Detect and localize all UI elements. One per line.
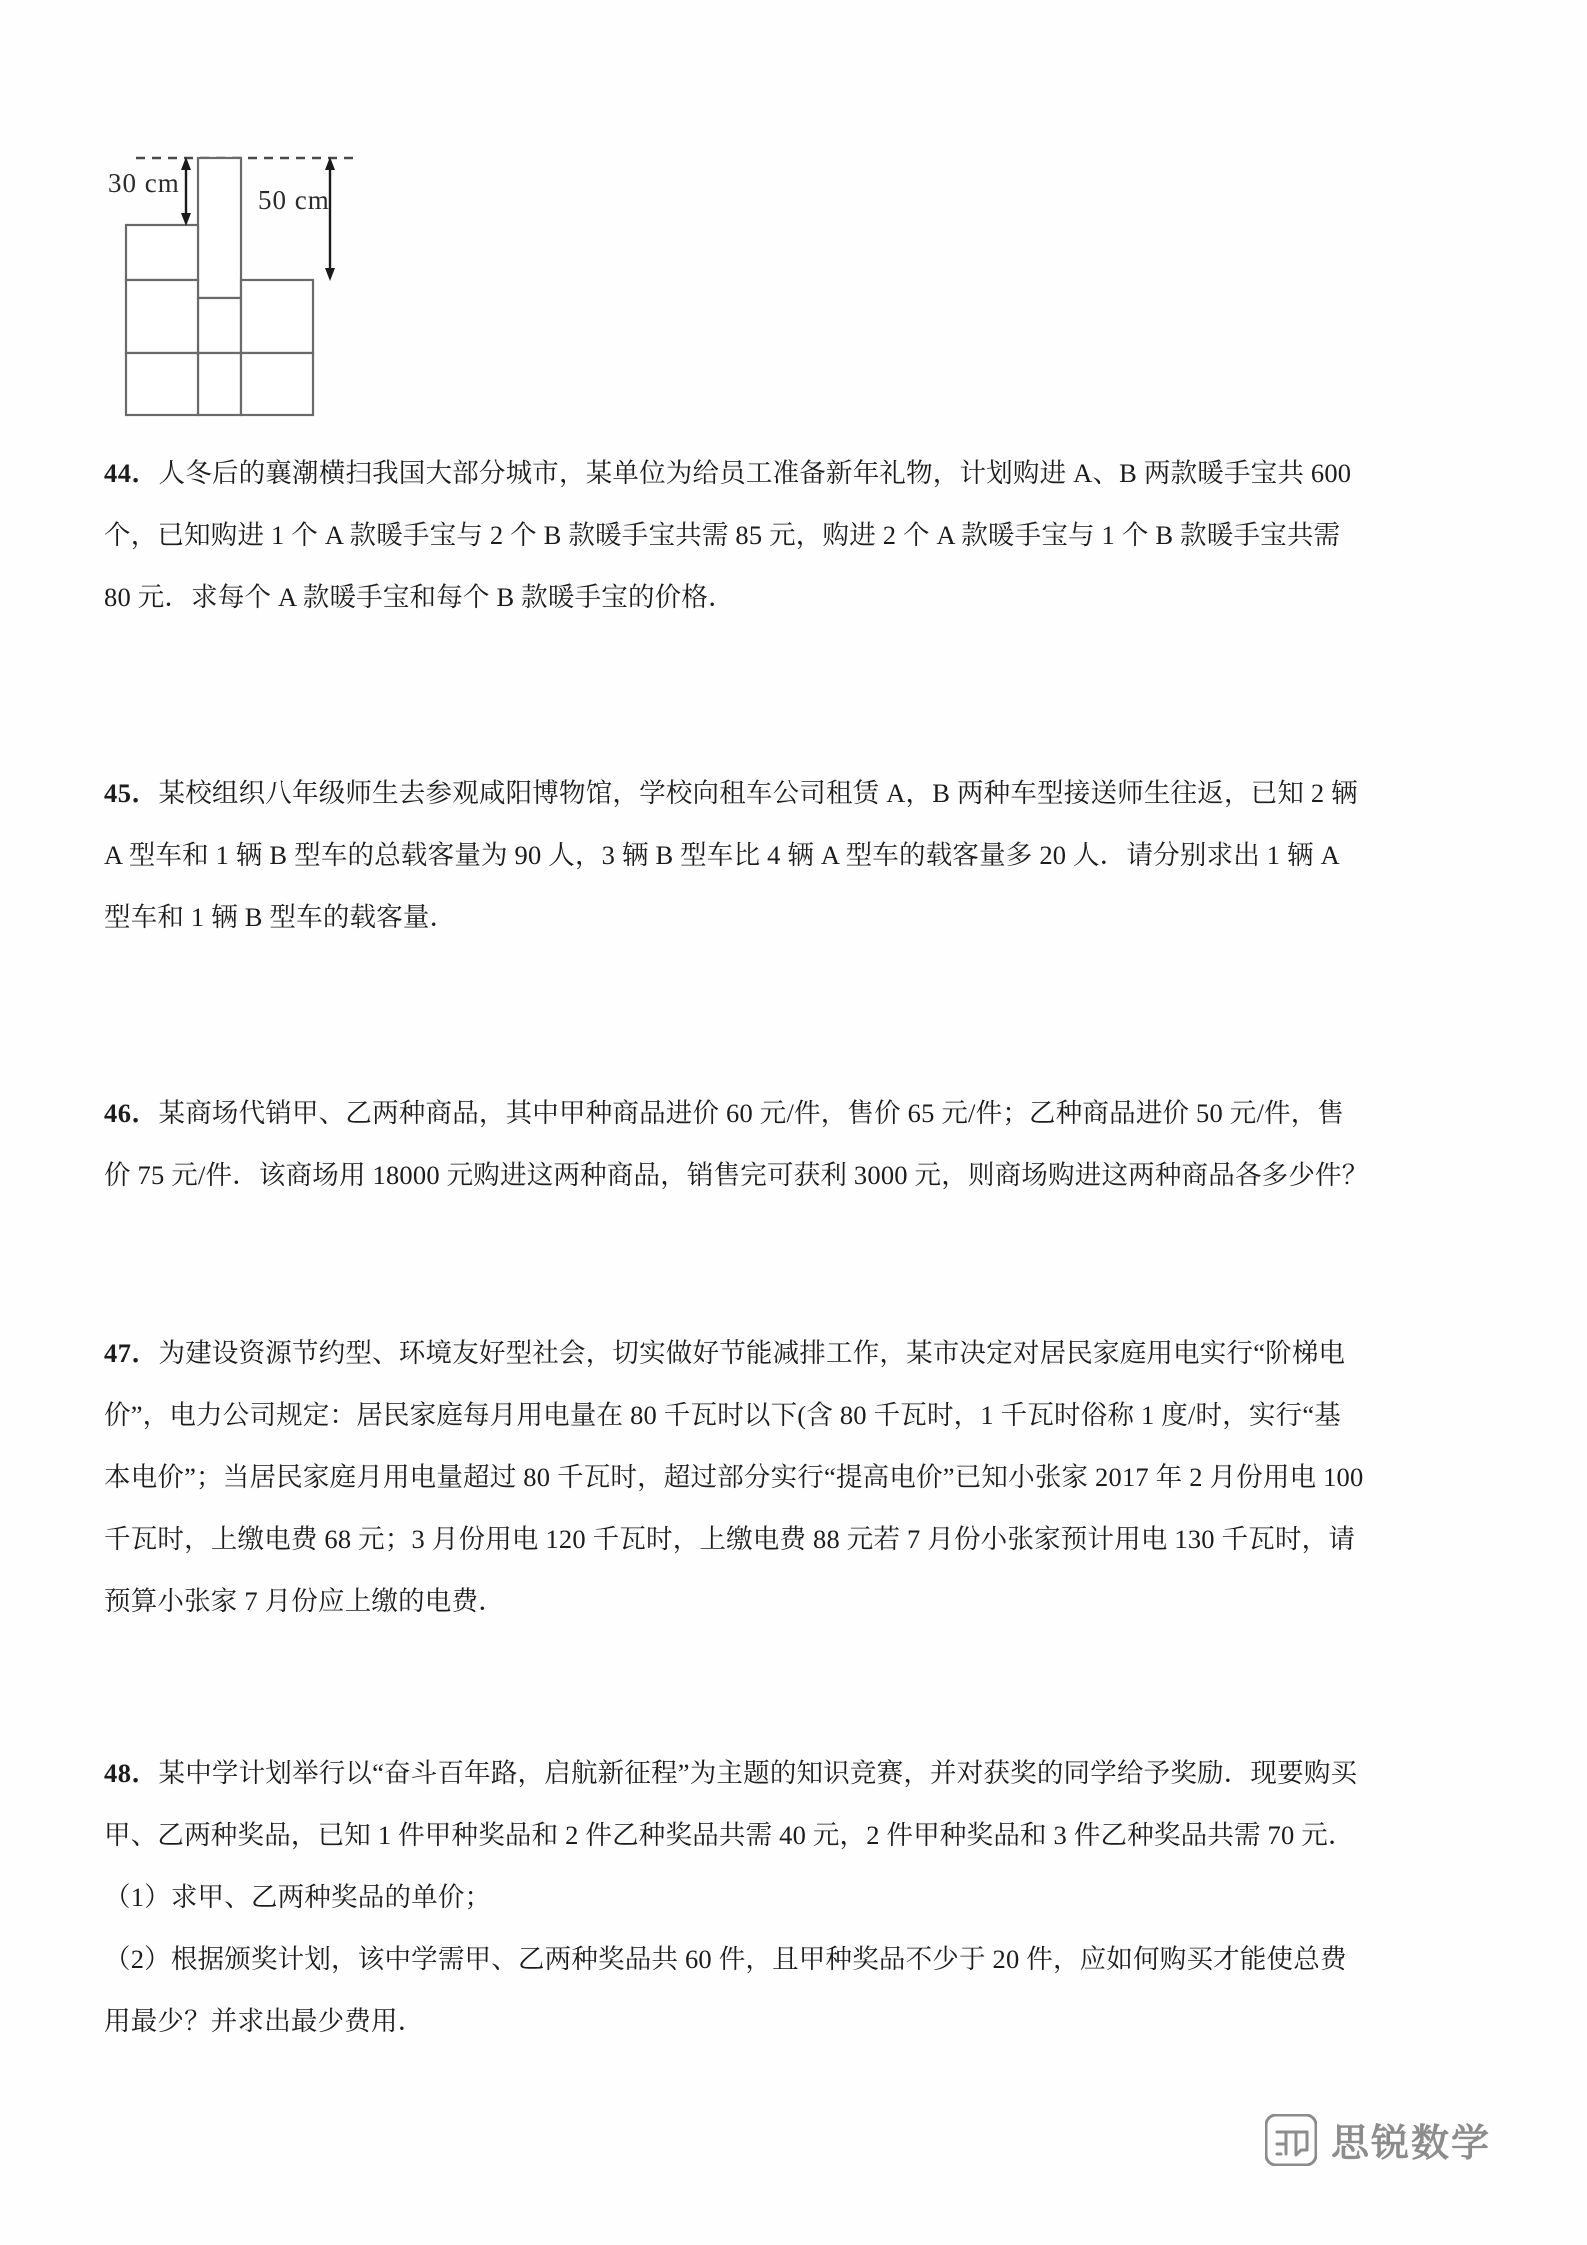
question-46-text-1: 某商场代销甲、乙两种商品，其中甲种商品进价 60 元/件，售价 65 元/件；乙种商品进价 50 元/件，售 [158, 1098, 1345, 1128]
dimension-arrow-50-head-down [325, 268, 335, 281]
left-block-middle [126, 280, 198, 353]
question-44-text-1: 人冬后的襄潮横扫我国大部分城市，某单位为给员工准备新年礼物，计划购进 A、B 两款暖手宝共 600 [158, 458, 1352, 488]
figure-label-30cm: 30 cm [108, 168, 180, 198]
question-47-line-2: 价”，电力公司规定：居民家庭每月用电量在 80 千瓦时以下(含 80 千瓦时，1 千瓦时俗称 1 度/时，实行“基 [104, 1400, 1341, 1430]
question-46-line-1 [104, 1082, 1496, 1144]
question-44-line-2: 个，已知购进 1 个 A 款暖手宝与 2 个 B 款暖手宝共需 85 元，购进 2 个 A 款暖手宝与 1 个 B 款暖手宝共需 [104, 520, 1341, 550]
watermark-text: 思锐数学 [1330, 2123, 1491, 2165]
question-block-47 [104, 1322, 1496, 1632]
figure-label-50cm: 50 cm [258, 185, 330, 215]
question-48-line-2: 甲、乙两种奖品，已知 1 件甲种奖品和 2 件乙种奖品共需 40 元，2 件甲种奖品和 3 件乙种奖品共需 70 元． [104, 1820, 1355, 1850]
question-block-46 [104, 1082, 1496, 1206]
question-48-text-1: 某中学计划举行以“奋斗百年路，启航新征程”为主题的知识竞赛，并对获奖的同学给予奖励．现要购买 [158, 1758, 1358, 1788]
question-45-line-1 [104, 762, 1496, 824]
left-block-upper [126, 225, 198, 280]
question-47-text-1: 为建设资源节约型、环境友好型社会，切实做好节能减排工作，某市决定对居民家庭用电实行“阶梯电 [158, 1338, 1346, 1368]
question-48-part-2-line-1: （2）根据颁奖计划，该中学需甲、乙两种奖品共 60 件，且甲种奖品不少于 20 件，应如何购买才能使总费 [104, 1944, 1347, 1974]
question-block-45 [104, 762, 1496, 948]
right-block-lower [241, 353, 313, 415]
question-48-part-1: （1）求甲、乙两种奖品的单价； [104, 1882, 492, 1912]
watermark [1265, 2112, 1491, 2167]
center-column-middle [198, 298, 241, 353]
right-block-upper [241, 280, 313, 353]
question-45-line-3: 型车和 1 辆 B 型车的载客量． [104, 902, 457, 932]
question-44-line-1 [104, 442, 1496, 504]
question-48-part-2-line-2: 用最少？并求出最少费用． [104, 2006, 425, 2036]
question-46-line-2: 价 75 元/件．该商场用 18000 元购进这两种商品，销售完可获利 3000 元，则商场购进这两种商品各多少件？ [104, 1160, 1369, 1190]
center-column-bottom [198, 353, 241, 415]
question-47-line-1 [104, 1322, 1496, 1384]
question-48-number: 48． [104, 1758, 159, 1788]
question-47-line-3: 本电价”；当居民家庭月用电量超过 80 千瓦时，超过部分实行“提高电价”已知小张家 2017 年 2 月份用电 100 [104, 1462, 1364, 1492]
question-47-line-4: 千瓦时，上缴电费 68 元；3 月份用电 120 千瓦时，上缴电费 88 元若 7 月份小张家预计用电 130 千瓦时，请 [104, 1524, 1356, 1554]
question-45-number: 45． [104, 778, 159, 808]
geometry-figure [108, 140, 448, 430]
question-44-number: 44． [104, 458, 159, 488]
zhihu-logo-icon [1265, 2114, 1317, 2166]
question-block-48 [104, 1742, 1496, 2052]
question-45-text-1: 某校组织八年级师生去参观咸阳博物馆，学校向租车公司租赁 A，B 两种车型接送师生往返，已知 2 辆 [158, 778, 1358, 808]
question-48-line-1 [104, 1742, 1496, 1804]
question-45-line-2: A 型车和 1 辆 B 型车的总载客量为 90 人，3 辆 B 型车比 4 辆 A 型车的载客量多 20 人．请分别求出 1 辆 A [104, 840, 1340, 870]
question-44-line-3: 80 元．求每个 A 款暖手宝和每个 B 款暖手宝的价格． [104, 582, 735, 612]
question-46-number: 46． [104, 1098, 159, 1128]
question-47-line-5: 预算小张家 7 月份应上缴的电费． [104, 1586, 505, 1616]
question-47-number: 47． [104, 1338, 159, 1368]
center-column-top [198, 158, 241, 298]
question-block-44 [104, 442, 1496, 628]
left-block-lower [126, 353, 198, 415]
